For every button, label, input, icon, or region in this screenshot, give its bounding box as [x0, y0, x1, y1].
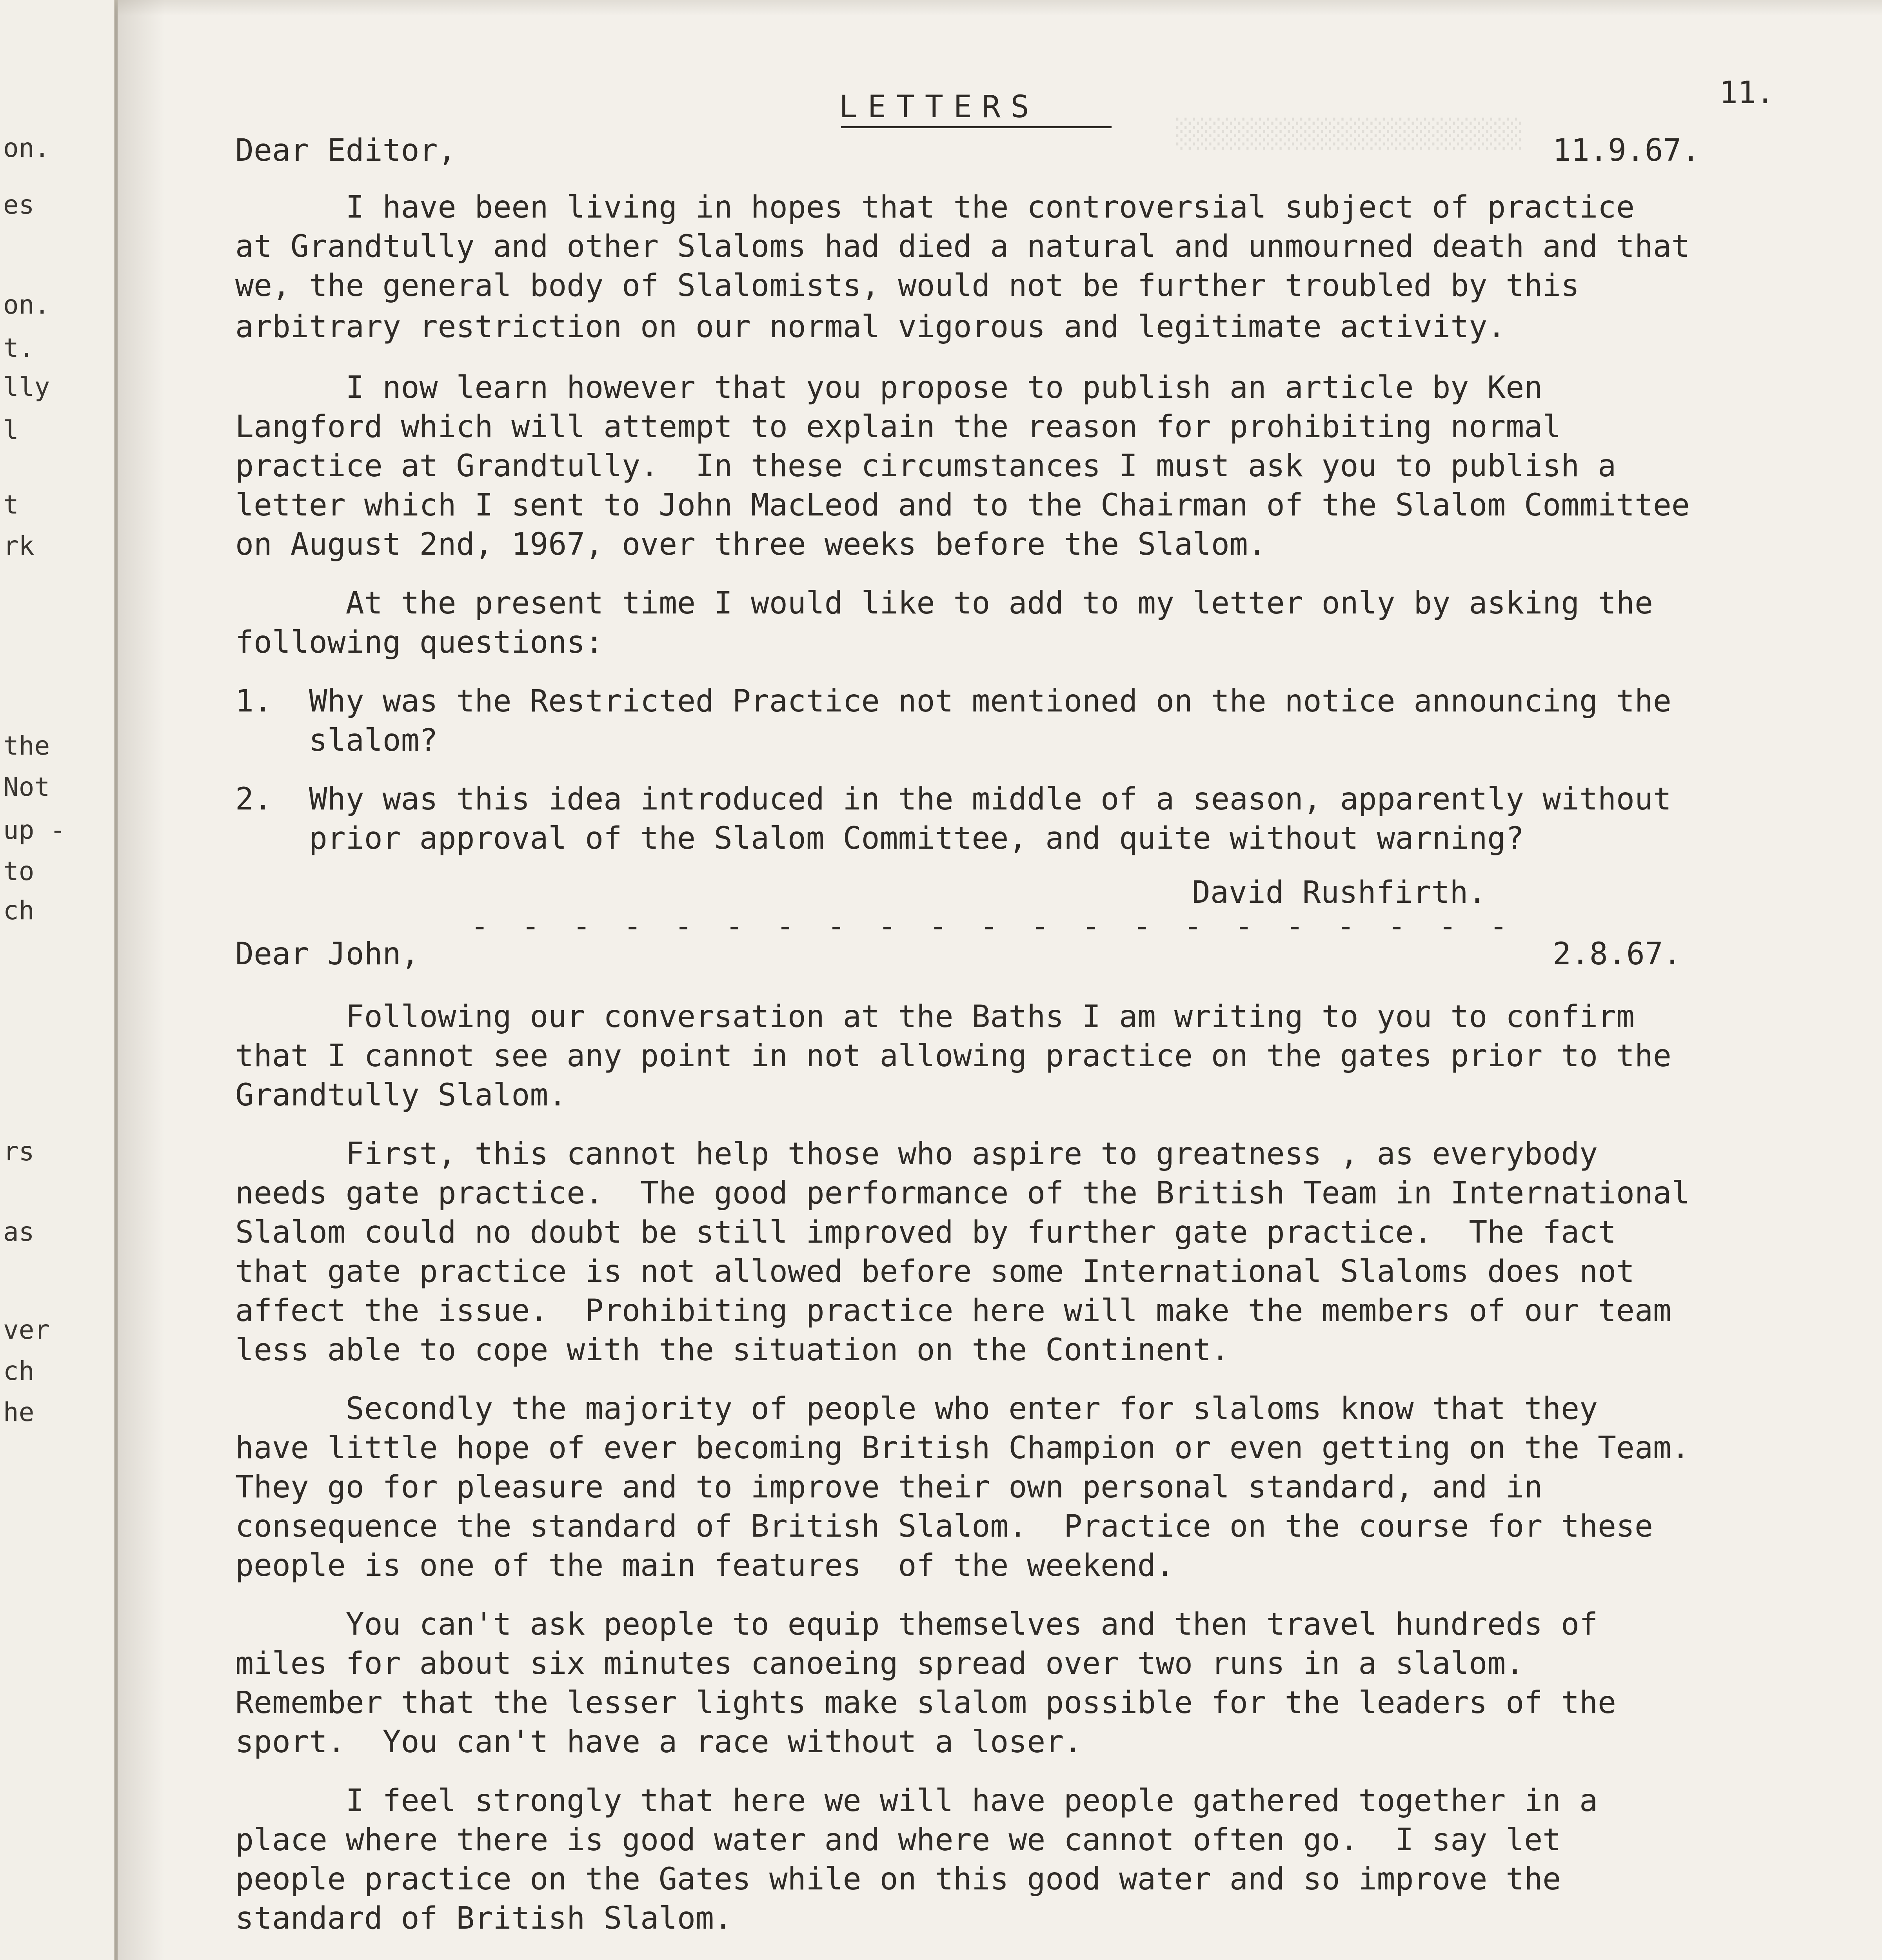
page-number: 11. — [1719, 75, 1775, 111]
letter2-line: Following our conversation at the Baths I am writing to you to confirm — [235, 999, 1635, 1034]
letter2-line: Remember that the lesser lights make slalom possible for the leaders of the — [235, 1685, 1616, 1720]
previous-page-fragment: Not — [3, 772, 50, 802]
previous-page-fragment: rs — [3, 1136, 35, 1167]
letter2-line: place where there is good water and where we cannot often go. I say let — [235, 1822, 1561, 1858]
letter2-line: miles for about six minutes canoeing spread over two runs in a slalom. — [235, 1646, 1524, 1681]
previous-page-fragment: on. — [3, 290, 50, 320]
previous-page-fragment: on. — [3, 133, 50, 163]
letter2-line: that gate practice is not allowed before some International Slaloms does not — [235, 1254, 1635, 1289]
letter2-line: standard of British Slalom. — [235, 1901, 732, 1936]
previous-page-fragment: the — [3, 731, 50, 761]
letter1-signature: David Rushfirth. — [1192, 875, 1487, 910]
previous-page-edge — [0, 0, 114, 1960]
previous-page-fragment: as — [3, 1217, 35, 1247]
letter1-line: we, the general body of Slalomists, would not be further troubled by this — [235, 268, 1580, 303]
letter1-line: I have been living in hopes that the controversial subject of practice — [235, 190, 1635, 225]
letter2-line: They go for pleasure and to improve their own personal standard, and in — [235, 1470, 1543, 1505]
letter2-salutation: Dear John, — [235, 936, 420, 972]
letter2-line: people practice on the Gates while on this good water and so improve the — [235, 1862, 1561, 1897]
letter2-line: First, this cannot help those who aspire to greatness , as everybody — [235, 1136, 1598, 1172]
letter1-line: practice at Grandtully. In these circumstances I must ask you to publish a — [235, 448, 1616, 484]
letter2-line: have little hope of ever becoming British Champion or even getting on the Team. — [235, 1430, 1690, 1466]
previous-page-fragment: ch — [3, 1356, 35, 1386]
previous-page-fragment: es — [3, 190, 35, 220]
letter2-line: Grandtully Slalom. — [235, 1078, 567, 1113]
heading-underline — [841, 126, 1112, 128]
letter2-line: people is one of the main features of the weekend. — [235, 1548, 1174, 1583]
page-heading: LETTERS — [839, 89, 1039, 125]
letter1-line: Langford which will attempt to explain the reason for prohibiting normal — [235, 409, 1561, 445]
previous-page-fragment: he — [3, 1397, 35, 1427]
letter2-line: sport. You can't have a race without a loser. — [235, 1724, 1083, 1760]
letter1-line: on August 2nd, 1967, over three weeks before the Slalom. — [235, 527, 1266, 562]
letter2-line: that I cannot see any point in not allowing practice on the gates prior to the — [235, 1038, 1671, 1074]
previous-page-fragment: t. — [3, 333, 35, 363]
letter1-line: At the present time I would like to add to my letter only by asking the — [235, 586, 1653, 621]
previous-page-fragment: rk — [3, 531, 35, 561]
letter2-line: needs gate practice. The good performance of the British Team in International — [235, 1176, 1690, 1211]
letter2-line: consequence the standard of British Slalom. Practice on the course for these — [235, 1509, 1653, 1544]
previous-page-fragment: lly — [3, 372, 50, 402]
letter1-question: 2. Why was this idea introduced in the middle of a season, apparently without — [235, 782, 1671, 817]
letter2-line: affect the issue. Prohibiting practice here will make the members of our team — [235, 1293, 1671, 1328]
letter2-date: 2.8.67. — [1553, 936, 1682, 972]
letter1-line: arbitrary restriction on our normal vigorous and legitimate activity. — [235, 309, 1506, 345]
letter1-date: 11.9.67. — [1553, 133, 1700, 168]
letter1-line: at Grandtully and other Slaloms had died a natural and unmourned death and that — [235, 229, 1690, 264]
letter2-line: less able to cope with the situation on the Continent. — [235, 1332, 1230, 1368]
letter2-line: Slalom could no doubt be still improved by further gate practice. The fact — [235, 1215, 1616, 1250]
letter1-line: I now learn however that you propose to publish an article by Ken — [235, 370, 1543, 405]
letter1-line: following questions: — [235, 625, 604, 660]
letter1-question: slalom? — [235, 723, 438, 758]
previous-page-fragment: t — [3, 490, 19, 520]
previous-page-fragment: ch — [3, 895, 35, 926]
document-page — [118, 0, 1882, 1960]
previous-page-fragment: to — [3, 856, 35, 886]
show-through: ░░░░░░░░░░░░░░░░░░░░░ — [1176, 118, 1524, 150]
letter2-line: You can't ask people to equip themselves and then travel hundreds of — [235, 1607, 1598, 1642]
previous-page-fragment: up - — [3, 815, 65, 845]
letter2-line: Secondly the majority of people who enter for slaloms know that they — [235, 1391, 1598, 1426]
letter1-question: 1. Why was the Restricted Practice not mentioned on the notice announcing the — [235, 684, 1671, 719]
letter1-question: prior approval of the Slalom Committee, and quite without warning? — [235, 821, 1524, 856]
letter2-line: I feel strongly that here we will have people gathered together in a — [235, 1783, 1598, 1818]
previous-page-fragment: ver — [3, 1315, 50, 1345]
letter1-line: letter which I sent to John MacLeod and to the Chairman of the Slalom Committee — [235, 488, 1690, 523]
letter-separator: - - - - - - - - - - - - - - - - - - - - - — [470, 909, 1515, 944]
previous-page-fragment: l — [3, 415, 19, 445]
letter1-salutation: Dear Editor, — [235, 133, 456, 168]
